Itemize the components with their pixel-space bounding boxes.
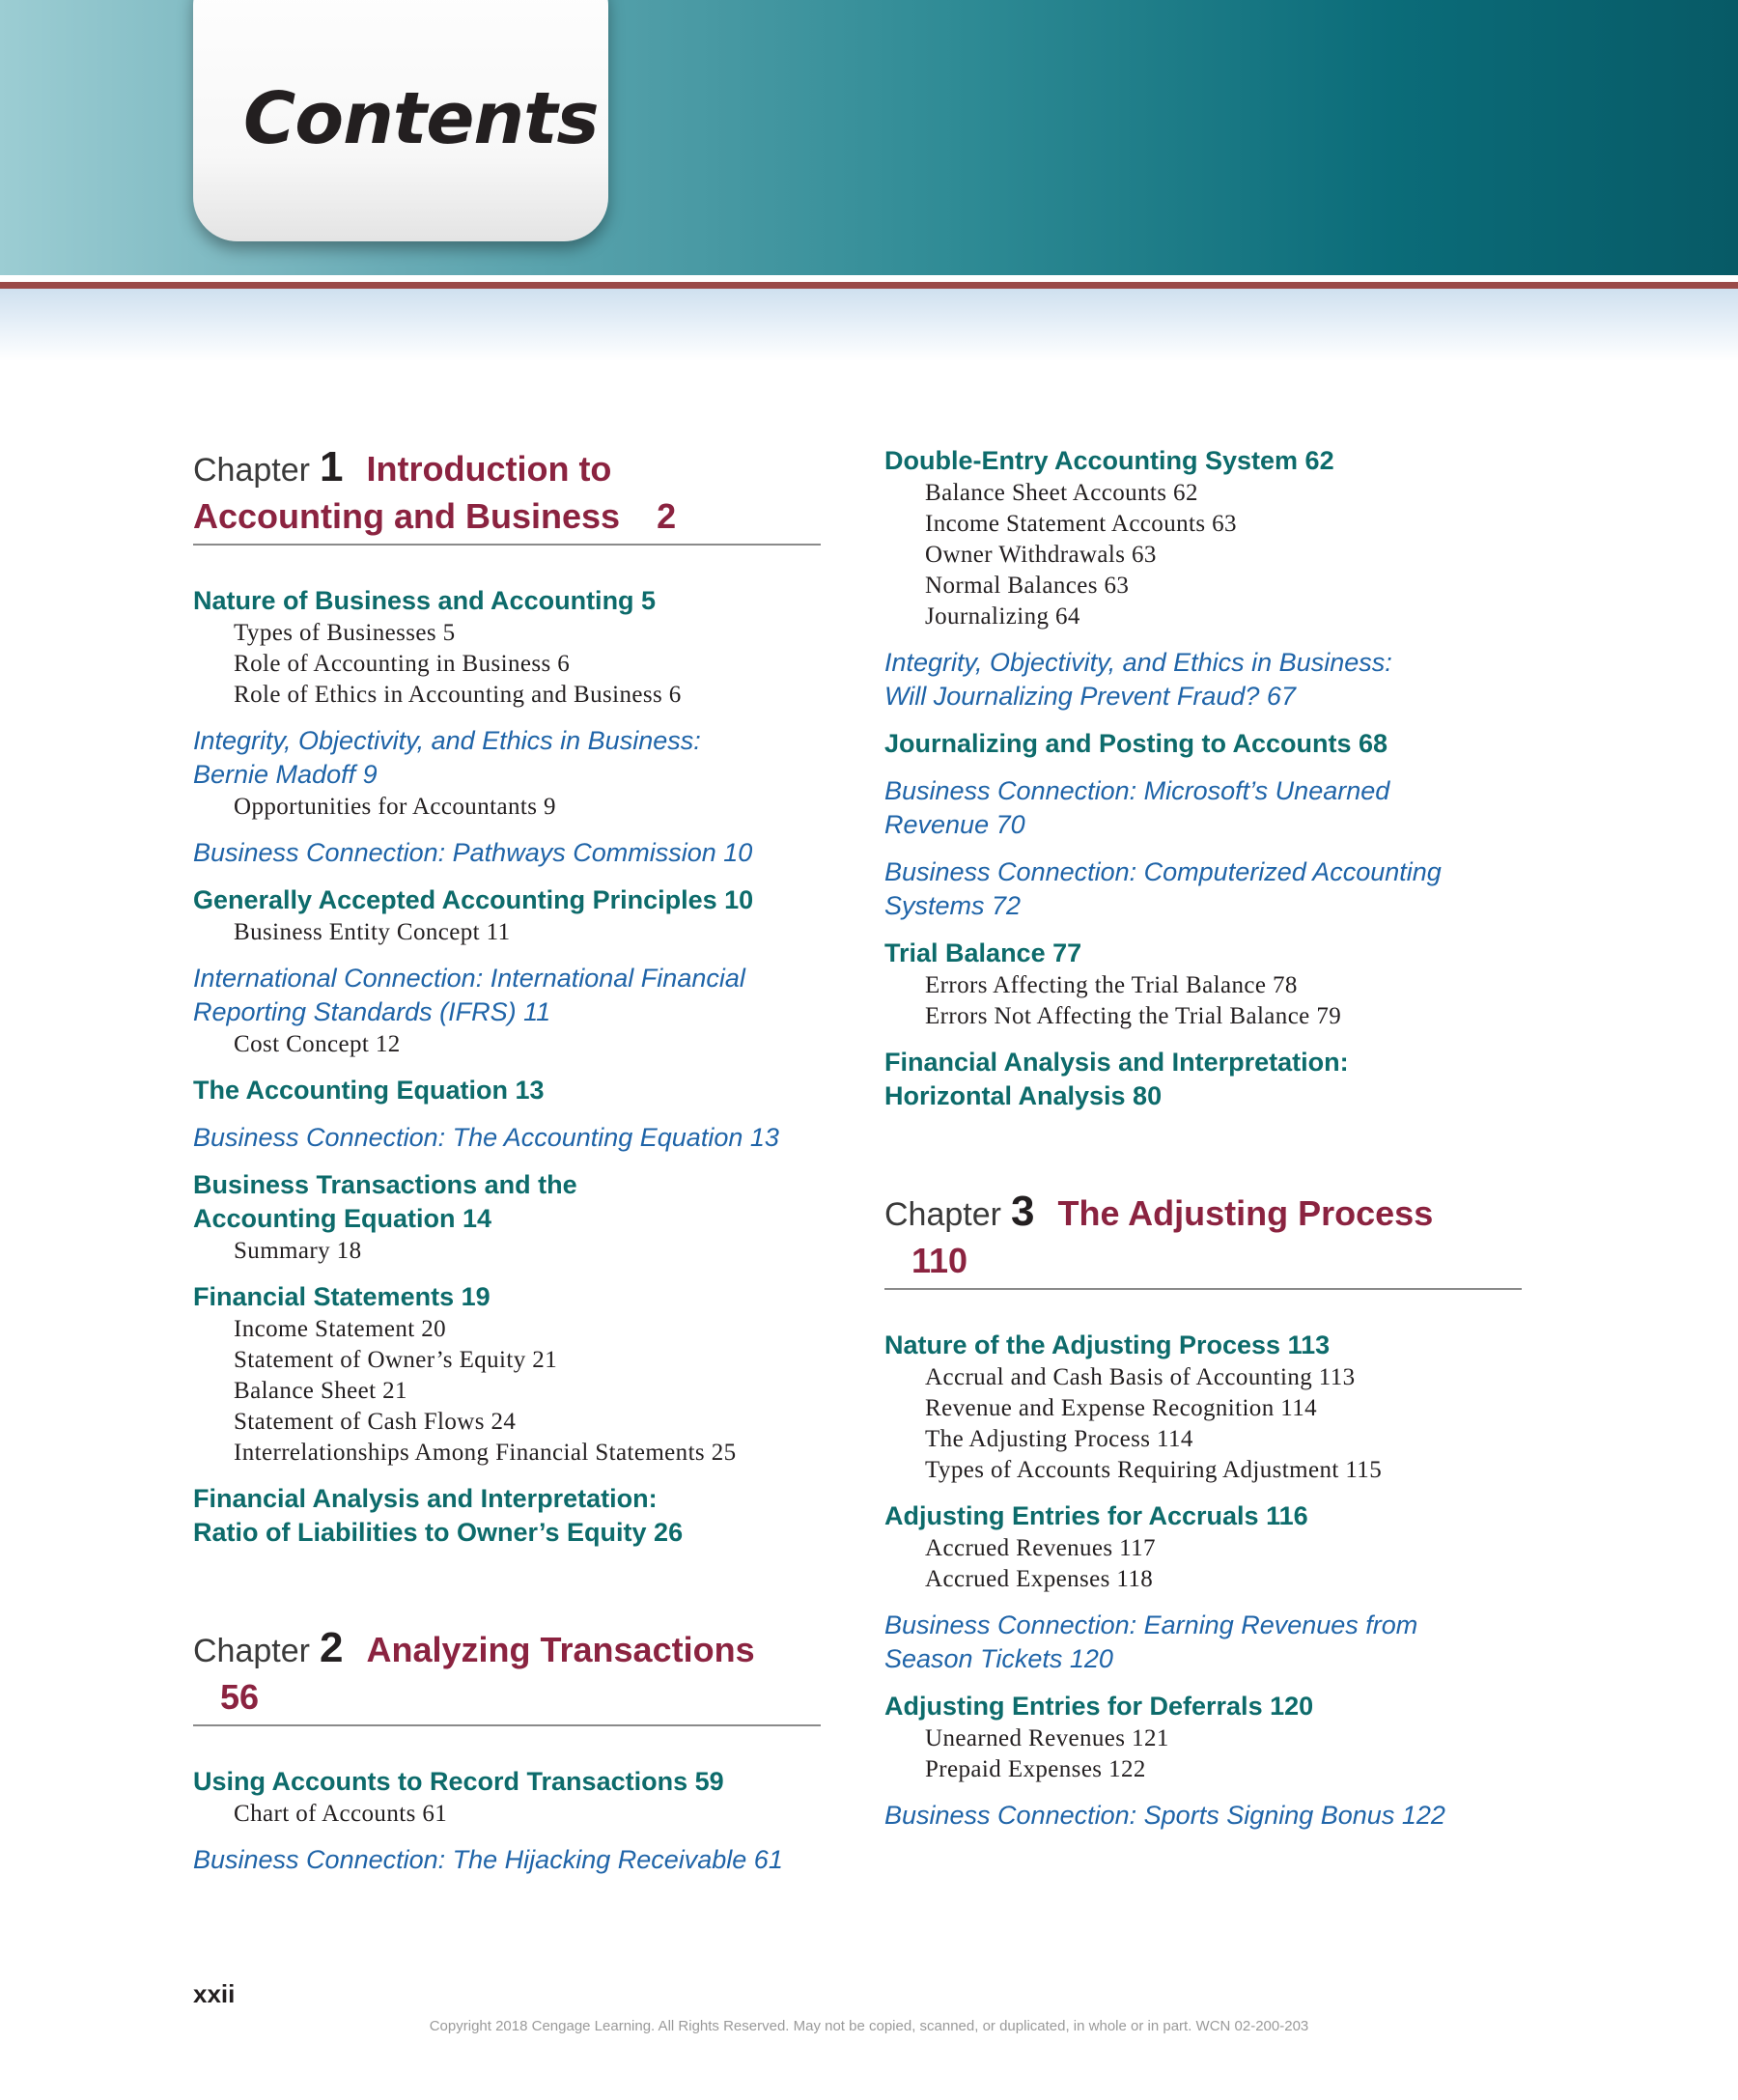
chapter-2-entries — [193, 1765, 821, 1877]
header-divider-white — [0, 275, 1738, 282]
chapter-page: 2 — [657, 496, 677, 536]
subsection-entry: Owner Withdrawals 63 — [925, 542, 1157, 568]
subsection-list — [193, 1029, 821, 1060]
subsection-entry: The Adjusting Process 114 — [925, 1426, 1193, 1452]
feature-entry: Business Connection: Microsoft’s Unearned Revenue 70 — [884, 776, 1390, 839]
chapter-title: Analyzing Transactions — [366, 1630, 755, 1669]
section-entry: Financial Statements 19 — [193, 1282, 491, 1311]
feature-entry: International Connection: International Financial Reporting Standards (IFRS) 11 — [193, 964, 745, 1026]
section-entry: Financial Analysis and Interpretation: Horizontal Analysis 80 — [884, 1048, 1349, 1110]
chapter-heading-1 — [193, 444, 821, 546]
chapter-number: 1 — [319, 443, 344, 490]
subsection-entry: Interrelationships Among Financial Statements 25 — [234, 1440, 737, 1466]
feature-entry: Business Connection: Sports Signing Bonus 122 — [884, 1801, 1445, 1830]
subsection-list — [884, 1362, 1522, 1486]
subsection-entry: Types of Accounts Requiring Adjustment 115 — [925, 1457, 1383, 1483]
subsection-entry: Journalizing 64 — [925, 603, 1080, 630]
subsection-entry: Balance Sheet Accounts 62 — [925, 480, 1198, 506]
chapter-number: 2 — [319, 1624, 344, 1671]
chapter-word: Chapter — [193, 1633, 310, 1669]
subsection-entry: Cost Concept 12 — [234, 1031, 401, 1057]
section-entry: Generally Accepted Accounting Principles 10 — [193, 885, 754, 914]
left-column — [193, 444, 821, 1890]
subsection-entry: Types of Businesses 5 — [234, 620, 456, 646]
subsection-entry: Accrued Expenses 118 — [925, 1566, 1154, 1592]
subsection-list — [193, 618, 821, 711]
subsection-entry: Balance Sheet 21 — [234, 1378, 407, 1404]
section-entry: Journalizing and Posting to Accounts 68 — [884, 729, 1388, 758]
subsection-list — [193, 1236, 821, 1267]
section-entry: The Accounting Equation 13 — [193, 1076, 545, 1105]
subsection-entry: Chart of Accounts 61 — [234, 1801, 448, 1827]
subsection-entry: Prepaid Expenses 122 — [925, 1756, 1146, 1782]
subsection-entry: Errors Not Affecting the Trial Balance 79 — [925, 1003, 1342, 1029]
chapter-title: The Adjusting Process — [1057, 1193, 1434, 1233]
subsection-entry: Errors Affecting the Trial Balance 78 — [925, 972, 1298, 998]
subsection-list — [193, 917, 821, 948]
section-entry: Adjusting Entries for Accruals 116 — [884, 1501, 1308, 1530]
chapter-number: 3 — [1010, 1188, 1035, 1235]
chapter-3-entries — [884, 1329, 1522, 1833]
subsection-entry: Role of Accounting in Business 6 — [234, 651, 571, 677]
chapter-word: Chapter — [884, 1196, 1001, 1233]
section-entry: Using Accounts to Record Transactions 59 — [193, 1767, 724, 1796]
chapter-page: 56 — [220, 1677, 260, 1717]
subsection-entry: Income Statement 20 — [234, 1316, 447, 1342]
feature-entry: Business Connection: The Accounting Equation 13 — [193, 1123, 779, 1152]
subsection-entry: Statement of Cash Flows 24 — [234, 1409, 517, 1435]
section-entry: Trial Balance 77 — [884, 938, 1082, 967]
subsection-entry: Unearned Revenues 121 — [925, 1725, 1169, 1751]
header-fade — [0, 289, 1738, 361]
section-entry: Financial Analysis and Interpretation: Ratio of Liabilities to Owner’s Equity 26 — [193, 1484, 684, 1547]
feature-entry: Business Connection: Pathways Commission 10 — [193, 838, 753, 867]
header-divider-red — [0, 282, 1738, 289]
subsection-entry: Role of Ethics in Accounting and Business 6 — [234, 682, 682, 708]
feature-entry: Integrity, Objectivity, and Ethics in Business: Bernie Madoff 9 — [193, 726, 701, 789]
chapter-heading-2 — [193, 1625, 821, 1726]
chapter-word: Chapter — [193, 452, 310, 489]
subsection-list — [884, 970, 1522, 1032]
chapter-heading-3 — [884, 1189, 1522, 1290]
contents-tab — [193, 0, 608, 241]
page-title: Contents — [243, 77, 599, 160]
section-entry: Double-Entry Accounting System 62 — [884, 446, 1334, 475]
copyright-notice: Copyright 2018 Cengage Learning. All Rights Reserved. May not be copied, scanned, or duplicated, in whole or in part. WCN 02-200-203 — [429, 2018, 1309, 2034]
feature-entry: Business Connection: The Hijacking Receivable 61 — [193, 1845, 783, 1874]
section-entry: Nature of Business and Accounting 5 — [193, 586, 657, 615]
subsection-list — [193, 1799, 821, 1830]
page-folio: xxii — [193, 1979, 236, 2008]
chapter-2-entries-continued — [884, 444, 1522, 1113]
section-entry: Nature of the Adjusting Process 113 — [884, 1330, 1331, 1359]
subsection-entry: Accrued Revenues 117 — [925, 1535, 1156, 1561]
chapter-1-entries — [193, 584, 821, 1550]
subsection-entry: Normal Balances 63 — [925, 573, 1130, 599]
subsection-list — [193, 1314, 821, 1469]
subsection-entry: Statement of Owner’s Equity 21 — [234, 1347, 558, 1373]
feature-entry: Business Connection: Earning Revenues from Season Tickets 120 — [884, 1610, 1418, 1673]
feature-entry: Integrity, Objectivity, and Ethics in Business: Will Journalizing Prevent Fraud? 67 — [884, 648, 1392, 711]
right-column — [884, 444, 1522, 1846]
chapter-title-line2: Accounting and Business — [193, 496, 621, 536]
subsection-entry: Summary 18 — [234, 1238, 362, 1264]
subsection-list — [884, 478, 1522, 632]
subsection-entry: Revenue and Expense Recognition 114 — [925, 1395, 1318, 1421]
subsection-entry: Accrual and Cash Basis of Accounting 113 — [925, 1364, 1356, 1390]
subsection-entry: Opportunities for Accountants 9 — [234, 794, 556, 820]
section-entry: Adjusting Entries for Deferrals 120 — [884, 1692, 1314, 1721]
subsection-list — [884, 1533, 1522, 1595]
subsection-entry: Business Entity Concept 11 — [234, 919, 511, 945]
chapter-title-line1: Introduction to — [366, 449, 612, 489]
feature-entry: Business Connection: Computerized Accounting Systems 72 — [884, 857, 1442, 920]
subsection-entry: Income Statement Accounts 63 — [925, 511, 1237, 537]
section-entry: Business Transactions and the Accounting Equation 14 — [193, 1170, 577, 1233]
chapter-page: 110 — [911, 1241, 968, 1280]
subsection-list — [193, 792, 821, 823]
subsection-list — [884, 1723, 1522, 1785]
